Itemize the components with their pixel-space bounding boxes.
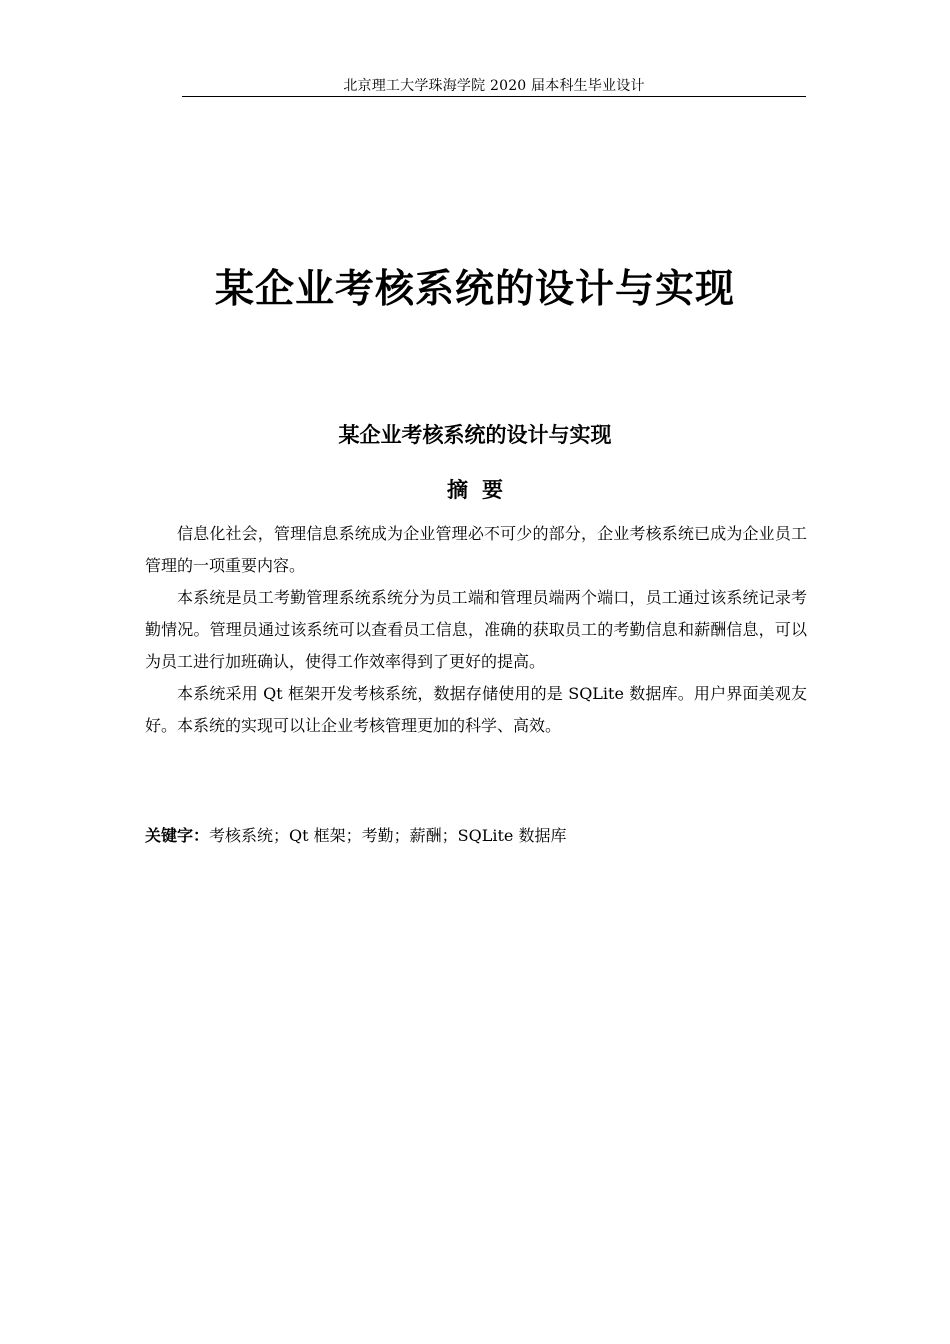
- abstract-paragraph-2: 本系统是员工考勤管理系统系统分为员工端和管理员端两个端口，员工通过该系统记录考勤情况。管理员通过该系统可以查看员工信息，准确的获取员工的考勤信息和薪酬信息，可以为员工进行加班确认，使得工作效率得到了更好的提高。: [145, 588, 807, 671]
- abstract-paragraph-1: 信息化社会，管理信息系统成为企业管理必不可少的部分，企业考核系统已成为企业员工管理的一项重要内容。: [145, 524, 807, 575]
- main-title: 某企业考核系统的设计与实现: [214, 267, 735, 312]
- keywords-label: 关键字：: [145, 826, 210, 845]
- keywords-line: [145, 820, 807, 852]
- abstract-paragraph-3: 本系统采用 Qt 框架开发考核系统，数据存储使用的是 SQLite 数据库。用户界面美观友好。本系统的实现可以让企业考核管理更加的科学、高效。: [145, 684, 807, 735]
- running-header: 北京理工大学珠海学院 2020 届本科生毕业设计: [343, 78, 645, 94]
- abstract-heading: 摘要: [447, 478, 517, 502]
- keywords-text: 考核系统；Qt 框架；考勤；薪酬；SQLite 数据库: [209, 826, 567, 845]
- abstract-body: [145, 518, 807, 742]
- header-rule: [182, 96, 806, 97]
- sub-title: 某企业考核系统的设计与实现: [338, 423, 612, 447]
